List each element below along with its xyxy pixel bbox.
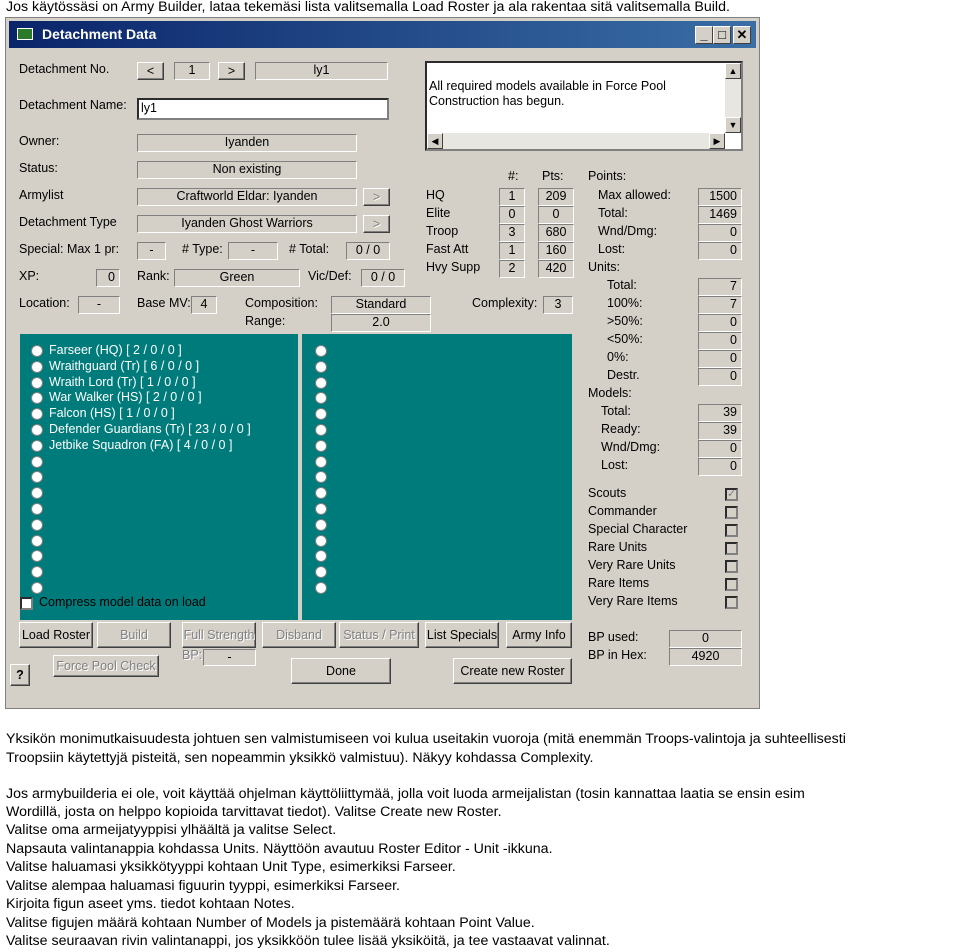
disband-button[interactable]: Disband bbox=[262, 622, 336, 648]
unit-radio-left[interactable] bbox=[31, 345, 43, 357]
doc-para2-line7: Kirjoita figun aseet yms. tiedot kohtaan Notes. bbox=[6, 896, 295, 912]
unit-radio-left[interactable] bbox=[31, 440, 43, 452]
create-new-roster-button[interactable]: Create new Roster bbox=[453, 658, 572, 684]
units-50-label: >50%: bbox=[607, 314, 643, 328]
flag-checkbox[interactable] bbox=[725, 542, 738, 555]
memo-horizontal-scrollbar[interactable] bbox=[427, 133, 725, 149]
units-100-label: 100%: bbox=[607, 296, 643, 310]
points-wnd-field: 0 bbox=[698, 224, 742, 242]
flag-checkbox[interactable] bbox=[725, 506, 738, 519]
points-lost-field: 0 bbox=[698, 242, 742, 260]
close-button[interactable]: ✕ bbox=[733, 26, 751, 44]
xp-field: 0 bbox=[96, 269, 120, 287]
unit-radio-right[interactable] bbox=[315, 392, 327, 404]
memo-line-2: Construction has begun. bbox=[429, 94, 565, 108]
unit-list-item[interactable]: Jetbike Squadron (FA) [ 4 / 0 / 0 ] bbox=[49, 437, 233, 452]
force-row-points: 680 bbox=[538, 224, 574, 242]
detachment-data-window bbox=[5, 17, 760, 709]
doc-para2-line9: Valitse seuraavan rivin valintanappi, jos yksikköön tulee lisää yksiköitä, ja tee vastaavat valinnat. bbox=[6, 933, 610, 949]
location-field: - bbox=[78, 296, 120, 314]
unit-radio-right[interactable] bbox=[315, 408, 327, 420]
unit-radio-left[interactable] bbox=[31, 392, 43, 404]
unit-list-left[interactable] bbox=[20, 334, 298, 620]
units-0-label: 0%: bbox=[607, 350, 629, 364]
models-total-label: Total: bbox=[601, 404, 631, 418]
unit-radio-right[interactable] bbox=[315, 440, 327, 452]
unit-list-item[interactable]: Farseer (HQ) [ 2 / 0 / 0 ] bbox=[49, 343, 182, 357]
force-row-label: HQ bbox=[426, 188, 445, 202]
range-field: 2.0 bbox=[331, 314, 431, 332]
load-roster-button[interactable]: Load Roster bbox=[19, 622, 93, 648]
base-mv-field: 4 bbox=[191, 296, 217, 314]
units-0-field: 0 bbox=[698, 350, 742, 368]
range-label: Range: bbox=[245, 314, 286, 328]
force-row-points: 209 bbox=[538, 188, 574, 206]
location-label: Location: bbox=[19, 296, 70, 310]
status-label: Status: bbox=[19, 161, 58, 175]
force-row-label: Elite bbox=[426, 206, 451, 220]
doc-para1-line1: Yksikön monimutkaisuudesta johtuen sen valmistumiseen voi kulua useitakin vuoroja (mitä enemmän Troops-valintoja ja suhteellisesti bbox=[6, 731, 846, 747]
doc-para1-line2: Troopsiin käytettyjä pisteitä, sen nopeammin yksikkö valmistuu). Näkyy kohdassa Complexity. bbox=[6, 750, 594, 766]
xp-label: XP: bbox=[19, 269, 40, 283]
rank-label: Rank: bbox=[137, 269, 170, 283]
status-print-button[interactable]: Status / Print bbox=[339, 622, 419, 648]
flag-label: Rare Units bbox=[588, 540, 648, 554]
complexity-label: Complexity: bbox=[472, 296, 538, 310]
num-type-label: # Type: bbox=[182, 242, 223, 256]
compress-label: Compress model data on load bbox=[39, 595, 206, 609]
models-total-field: 39 bbox=[698, 404, 742, 422]
detachment-code-field: ly1 bbox=[255, 62, 388, 80]
detachment-type-select-button[interactable]: > bbox=[363, 215, 390, 233]
models-heading: Models: bbox=[588, 386, 632, 400]
unit-radio-left[interactable] bbox=[31, 550, 43, 562]
title-bar bbox=[9, 21, 756, 48]
unit-radio-left[interactable] bbox=[31, 566, 43, 578]
num-total-label: # Total: bbox=[289, 242, 330, 256]
col-pts-header: Pts: bbox=[542, 169, 564, 183]
flag-label: Scouts bbox=[588, 486, 627, 500]
max-allowed-field: 1500 bbox=[698, 188, 742, 206]
minimize-button[interactable]: _ bbox=[695, 26, 713, 44]
app-icon bbox=[17, 28, 33, 40]
unit-radio-right[interactable] bbox=[315, 424, 327, 436]
points-total-label: Total: bbox=[598, 206, 628, 220]
prev-detachment-button[interactable]: < bbox=[137, 62, 164, 80]
detachment-type-label: Detachment Type bbox=[19, 215, 117, 229]
models-lost-field: 0 bbox=[698, 458, 742, 476]
points-heading: Points: bbox=[588, 169, 627, 183]
models-wnd-field: 0 bbox=[698, 440, 742, 458]
doc-para2-line2: Wordillä, josta on helppo kopioida tarvittavat tiedot). Valitse Create new Roster. bbox=[6, 804, 502, 820]
bp-hex-field: 4920 bbox=[669, 648, 742, 666]
unit-list-item[interactable]: Falcon (HS) [ 1 / 0 / 0 ] bbox=[49, 406, 175, 421]
detachment-no-label: Detachment No. bbox=[19, 62, 110, 76]
unit-list-right[interactable] bbox=[302, 334, 572, 620]
unit-radio-right[interactable] bbox=[315, 345, 327, 357]
units-total-field: 7 bbox=[698, 278, 742, 296]
base-mv-label: Base MV: bbox=[137, 296, 191, 310]
detachment-name-input[interactable]: ly1 bbox=[137, 98, 389, 120]
unit-radio-left[interactable] bbox=[31, 408, 43, 420]
doc-para2-line4: Napsauta valintanappia kohdassa Units. Näyttöön avautuu Roster Editor - Unit -ikkuna. bbox=[6, 841, 553, 857]
unit-radio-right[interactable] bbox=[315, 550, 327, 562]
models-lost-label: Lost: bbox=[601, 458, 629, 472]
unit-radio-left[interactable] bbox=[31, 519, 43, 531]
build-button[interactable]: Build bbox=[97, 622, 171, 648]
owner-label: Owner: bbox=[19, 134, 60, 148]
status-field: Non existing bbox=[137, 161, 357, 179]
models-wnd-label: Wnd/Dmg: bbox=[601, 440, 661, 454]
memo-line-1: All required models available in Force Pool bbox=[429, 79, 666, 93]
points-lost-label: Lost: bbox=[598, 242, 626, 256]
units-destr-field: 0 bbox=[698, 368, 742, 386]
unit-radio-right[interactable] bbox=[315, 361, 327, 373]
rank-field: Green bbox=[174, 269, 300, 287]
unit-radio-left[interactable] bbox=[31, 377, 43, 389]
unit-radio-right[interactable] bbox=[315, 503, 327, 515]
units-total-label: Total: bbox=[607, 278, 637, 292]
unit-radio-right[interactable] bbox=[315, 519, 327, 531]
flag-label: Very Rare Items bbox=[588, 594, 678, 608]
doc-para2-line1: Jos armybuilderia ei ole, voit käyttää ohjelman käyttöliittymää, jolla voit luoda armeijalistan (tosin kannattaa laatia se ensin esim bbox=[6, 786, 805, 802]
unit-radio-right[interactable] bbox=[315, 582, 327, 594]
max-allowed-label: Max allowed: bbox=[598, 188, 671, 202]
armylist-label: Armylist bbox=[19, 188, 64, 202]
flag-checkbox[interactable] bbox=[725, 596, 738, 609]
units-50-field: 0 bbox=[698, 314, 742, 332]
doc-intro: Jos käytössäsi on Army Builder, lataa tekemäsi lista valitsemalla Load Roster ja ala rakentaa sitä valitsemalla Build. bbox=[6, 0, 730, 15]
force-row-count: 1 bbox=[499, 242, 525, 260]
flag-label: Rare Items bbox=[588, 576, 650, 590]
bp-hex-label: BP in Hex: bbox=[588, 648, 647, 662]
flag-label: Special Character bbox=[588, 522, 688, 536]
armylist-field: Craftworld Eldar: Iyanden bbox=[137, 188, 357, 206]
scroll-left-icon[interactable]: ◀ bbox=[427, 133, 443, 149]
unit-radio-right[interactable] bbox=[315, 535, 327, 547]
force-pool-check-button[interactable]: Force Pool Check bbox=[53, 655, 159, 677]
force-row-label: Troop bbox=[426, 224, 459, 238]
done-button[interactable]: Done bbox=[291, 658, 391, 684]
scroll-down-icon[interactable]: ▼ bbox=[725, 117, 741, 133]
composition-field: Standard bbox=[331, 296, 431, 314]
scroll-right-icon[interactable]: ▶ bbox=[709, 133, 725, 149]
detachment-no-field: 1 bbox=[174, 62, 210, 80]
flag-label: Very Rare Units bbox=[588, 558, 676, 572]
doc-para2-line3: Valitse oma armeijatyyppisi ylhäältä ja valitse Select. bbox=[6, 822, 337, 838]
col-num-header: #: bbox=[508, 169, 519, 183]
memo-vertical-scrollbar[interactable] bbox=[725, 63, 741, 133]
full-strength-button[interactable]: Full Strength bbox=[182, 622, 256, 648]
force-row-count: 1 bbox=[499, 188, 525, 206]
force-row-count: 2 bbox=[499, 260, 525, 278]
doc-para2-line5: Valitse haluamasi yksikkötyyppi kohtaan Unit Type, esimerkiksi Farseer. bbox=[6, 859, 456, 875]
flag-checkbox[interactable] bbox=[725, 578, 738, 591]
special-field: - bbox=[137, 242, 166, 260]
unit-radio-right[interactable] bbox=[315, 487, 327, 499]
num-total-field: 0 / 0 bbox=[346, 242, 390, 260]
unit-list-item[interactable]: Defender Guardians (Tr) [ 23 / 0 / 0 ] bbox=[49, 422, 251, 436]
list-specials-button[interactable]: List Specials bbox=[425, 622, 499, 648]
help-button[interactable]: ? bbox=[10, 664, 30, 686]
force-row-points: 0 bbox=[538, 206, 574, 224]
unit-radio-left[interactable] bbox=[31, 535, 43, 547]
force-row-label: Hvy Supp bbox=[426, 260, 481, 274]
force-row-label: Fast Att bbox=[426, 242, 469, 256]
check-mark-icon: ✓ bbox=[727, 488, 737, 500]
units-lt50-label: <50%: bbox=[607, 332, 643, 346]
units-100-field: 7 bbox=[698, 296, 742, 314]
next-detachment-button[interactable]: > bbox=[218, 62, 245, 80]
flag-label: Commander bbox=[588, 504, 657, 518]
doc-para2-line8: Valitse figujen määrä kohtaan Number of Models ja pistemäärä kohtaan Point Value. bbox=[6, 915, 535, 931]
unit-radio-right[interactable] bbox=[315, 471, 327, 483]
unit-radio-left[interactable] bbox=[31, 456, 43, 468]
units-lt50-field: 0 bbox=[698, 332, 742, 350]
vicdef-label: Vic/Def: bbox=[308, 269, 352, 283]
flag-checkbox[interactable] bbox=[725, 488, 738, 501]
bp-label: BP: bbox=[182, 648, 203, 662]
complexity-field: 3 bbox=[543, 296, 573, 314]
num-type-field: - bbox=[228, 242, 278, 260]
unit-radio-left[interactable] bbox=[31, 582, 43, 594]
unit-list-item[interactable]: War Walker (HS) [ 2 / 0 / 0 ] bbox=[49, 390, 202, 405]
unit-radio-right[interactable] bbox=[315, 377, 327, 389]
points-total-field: 1469 bbox=[698, 206, 742, 224]
unit-radio-left[interactable] bbox=[31, 424, 43, 436]
maximize-button[interactable]: □ bbox=[713, 26, 731, 44]
compress-checkbox[interactable] bbox=[20, 597, 33, 610]
unit-list-item[interactable]: Wraithguard (Tr) [ 6 / 0 / 0 ] bbox=[49, 358, 200, 373]
unit-radio-left[interactable] bbox=[31, 487, 43, 499]
detachment-name-label: Detachment Name: bbox=[19, 98, 127, 112]
force-row-count: 3 bbox=[499, 224, 525, 242]
owner-field: Iyanden bbox=[137, 134, 357, 152]
force-row-count: 0 bbox=[499, 206, 525, 224]
force-row-points: 420 bbox=[538, 260, 574, 278]
detachment-type-field: Iyanden Ghost Warriors bbox=[137, 215, 357, 233]
unit-radio-right[interactable] bbox=[315, 456, 327, 468]
unit-list-item[interactable]: Wraith Lord (Tr) [ 1 / 0 / 0 ] bbox=[49, 374, 196, 389]
unit-radio-left[interactable] bbox=[31, 361, 43, 373]
flag-checkbox[interactable] bbox=[725, 560, 738, 573]
bp-field: - bbox=[203, 649, 256, 666]
vicdef-field: 0 / 0 bbox=[361, 269, 405, 287]
unit-radio-left[interactable] bbox=[31, 503, 43, 515]
flag-checkbox[interactable] bbox=[725, 524, 738, 537]
units-destr-label: Destr. bbox=[607, 368, 640, 382]
special-label: Special: Max 1 pr: bbox=[19, 242, 120, 256]
scroll-up-icon[interactable]: ▲ bbox=[725, 63, 741, 79]
unit-radio-right[interactable] bbox=[315, 566, 327, 578]
force-row-points: 160 bbox=[538, 242, 574, 260]
composition-label: Composition: bbox=[245, 296, 318, 310]
models-ready-field: 39 bbox=[698, 422, 742, 440]
armylist-select-button[interactable]: > bbox=[363, 188, 390, 206]
unit-radio-left[interactable] bbox=[31, 471, 43, 483]
status-memo[interactable] bbox=[425, 61, 743, 151]
units-heading: Units: bbox=[588, 260, 620, 274]
models-ready-label: Ready: bbox=[601, 422, 641, 436]
bp-used-label: BP used: bbox=[588, 630, 639, 644]
points-wnd-label: Wnd/Dmg: bbox=[598, 224, 658, 238]
doc-para2-line6: Valitse alempaa haluamasi figuurin tyyppi, esimerkiksi Farseer. bbox=[6, 878, 400, 894]
army-info-button[interactable]: Army Info bbox=[506, 622, 572, 648]
bp-used-field: 0 bbox=[669, 630, 742, 648]
window-title: Detachment Data bbox=[42, 26, 157, 42]
